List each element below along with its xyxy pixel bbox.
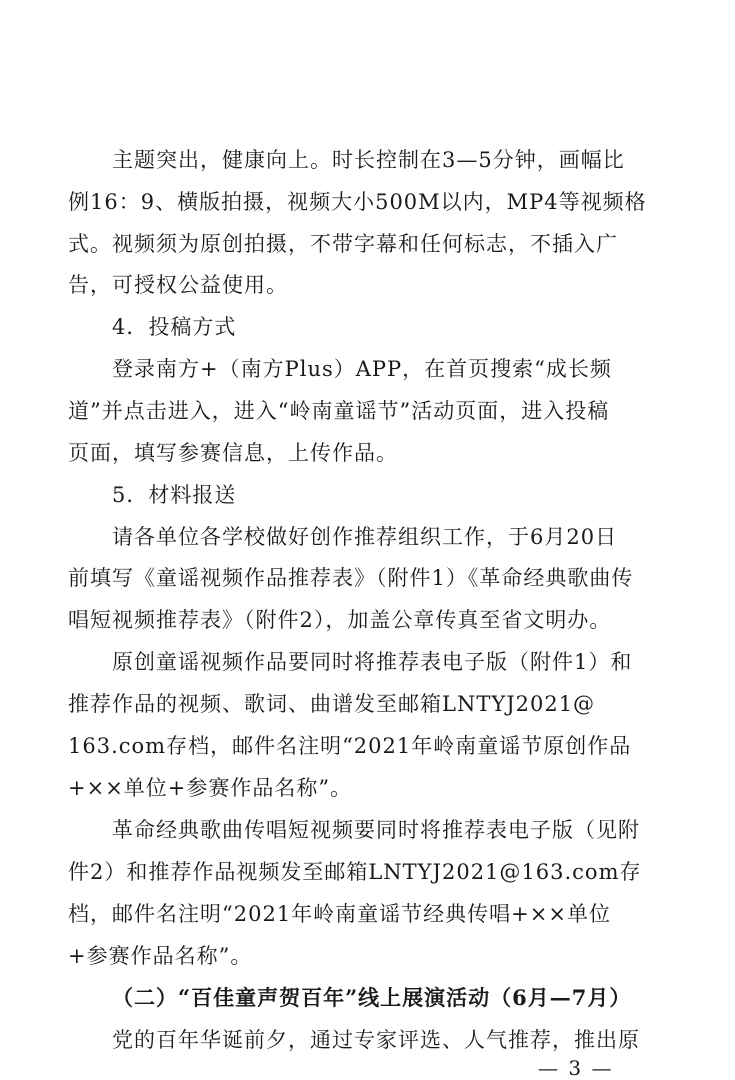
paragraph-line: 档，邮件名注明“2021年岭南童谣节经典传唱+××单位 [68, 902, 611, 926]
paragraph-line: 革命经典歌曲传唱短视频要同时将推荐表电子版（见附 [112, 818, 640, 842]
paragraph-line: 式。视频须为原创拍摄，不带字幕和任何标志，不插入广 [68, 232, 618, 256]
paragraph-line: 请各单位各学校做好创作推荐组织工作，于6月20日 [112, 525, 618, 549]
paragraph-line: 登录南方+（南方Plus）APP，在首页搜索“成长频 [112, 357, 612, 381]
section-heading: 4．投稿方式 [112, 315, 237, 339]
paragraph-line: 原创童谣视频作品要同时将推荐表电子版（附件1）和 [112, 650, 633, 674]
paragraph-line: 163.com存档，邮件名注明“2021年岭南童谣节原创作品 [68, 734, 632, 758]
page-number: — 3 — [538, 1056, 614, 1080]
paragraph-line: 前填写《童谣视频作品推荐表》（附件1）《革命经典歌曲传 [68, 566, 634, 590]
paragraph-line: 告，可授权公益使用。 [68, 273, 288, 297]
paragraph-line: 推荐作品的视频、歌词、曲谱发至邮箱LNTYJ2021@ [68, 692, 596, 716]
subsection-heading: （二）“百佳童声贺百年”线上展演活动（6月—7月） [112, 985, 632, 1010]
paragraph-line: 道”并点击进入，进入“岭南童谣节”活动页面，进入投稿 [68, 399, 610, 423]
paragraph-line: 件2）和推荐作品视频发至邮箱LNTYJ2021@163.com存 [68, 860, 642, 884]
paragraph-line: 主题突出，健康向上。时长控制在3—5分钟，画幅比 [112, 148, 625, 172]
paragraph-line: 党的百年华诞前夕，通过专家评选、人气推荐，推出原 [112, 1028, 640, 1052]
paragraph-line: +参赛作品名称”。 [68, 944, 253, 968]
paragraph-line: 例16：9、横版拍摄，视频大小500M以内，MP4等视频格 [68, 190, 647, 214]
paragraph-line: +××单位+参赛作品名称”。 [68, 776, 353, 800]
paragraph-line: 唱短视频推荐表》（附件2），加盖公章传真至省文明办。 [68, 608, 612, 632]
paragraph-line: 页面，填写参赛信息，上传作品。 [68, 441, 398, 465]
section-heading: 5．材料报送 [112, 483, 237, 507]
